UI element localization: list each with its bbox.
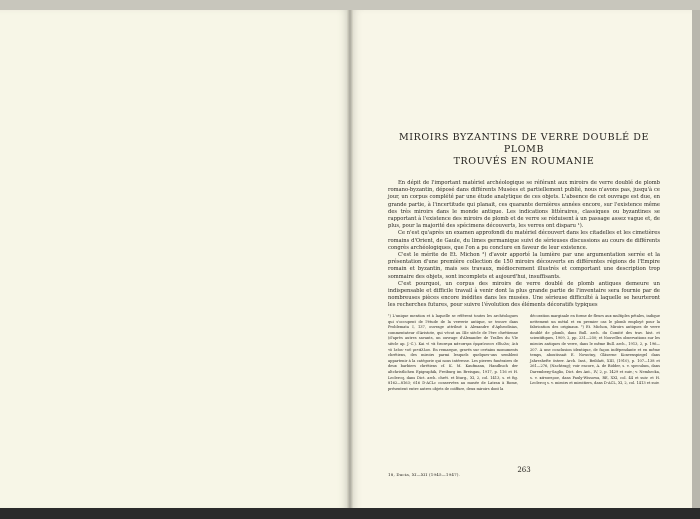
running-footer: 18, Dacia, XI—XII (1945—1947). [388,472,461,477]
left-page-blank [0,10,350,510]
right-page [350,10,692,514]
paragraph-1: En dépit de l'important matériel archéologique se référant aux miroirs de verre doublé de plomb romano-byzantin, déposé dans différents Musées et partiellement publié, nous n'avons pas, jusqu'à ce jour, un corpus complété par une étude analytique de ces objets. L'absence de cet ouvrage est due, en grande partie, à l'incertitude qui planait, ces quarante dernières années encore, sur l'existence même des très miroirs dans le monde antique. Les indications littéraires, classiques ou byzantines se rapportant à l'existence des miroirs de plomb et de verre se réduisent à un passage assez vague et, de plus, pour la majorité des spécimens découverts, les verres ont disparu ¹). [388,180,660,230]
paragraph-3: C'est le mérite de Et. Michon ²) d'avoir apporté la lumière par une argumentation serrée et la présentation d'une première collection de 150 miroirs découverts en différentes régions de l'Empire romain et byzantin, mais ses travaux, médiocrement illustrés et comportant une description trop sommaire des objets, sont incomplets et aujourd'hui, insuffisants. [388,252,660,280]
page-number: 263 [517,466,531,474]
page-content [388,132,660,477]
paragraph-4: C'est pourquoi, un corpus des miroirs de verre doublé de plomb antiques demeure un indispensable et difficile travail à venir dont la plus grande partie de l'inventaire sera fournie par de nombreuses pièces encore inédites dans les musées. Une sérieuse difficulté à laquelle se heurteront les recherches futures, pour suivre l'évolution des éléments décoratifs typiques [388,280,660,309]
bottom-edge [0,508,700,519]
footnote-left: ¹) L'unique mention et à laquelle se réfèrent toutes les archéologues qui s'occupent de l'étude de la verrerie antique, se trouve dans Problemata I, 137, ouvrage attribué à Alexandre d'Aphrodisias, commentateur d'Aristote, qui vécut au IIIe siècle de l'ère chrétienne (d'après autres savants, un ouvrage d'Alexandre de Tralles du VIe siècle ap. J.-C.). Kai τί τὰ ἔσοπτρα κάτοπτρα ἐμφαίνουσι εἴδωλα; Διὰ τὸ λεῖον τοῦ μετάλλου. En remarque, gravés sur certains monuments chrétiens, des miroirs parmi lesquels quelques-uns semblent appartenir à la catégorie qui nous intéresse. Les pierres funéraires de deux barbiers chrétiens cf. K. M. Kaufmann, Handbuch der altchristlichen Epigraphik, Freiburg im Breisgau, 1917, p. 116 et H. Leclercq, dans Dict. arch. chrét. et liturg., XI, 2, col. 1413, s. et fig. 8162—8163; 616 D-ACLc conservées au musée de Latran à Rome, présentent entre autres objets de coiffure, deux miroirs dont la [388,314,518,391]
footnote-right: décoration marginale en forme de fleurs aux multiples pétales, indique nettement un métal et en premier cas le plomb employé pour la fabrication des originaux. ²) Et. Michon, Miroirs antiques de verre doublé de plomb, dans Bull. arch. du Comité des trav. hist. et scientifiques, 1909, 2, pp. 231—250; et Nouvelles observations sur les miroirs antiques de verre, dans le même Bull. arch., 1913, 2, p. 196—207. A une conclusion identique, de façon indépendante et en même temps, aboutissait E. Nowotny, Gläserne Konvexspiegel dans Jahreshefte österr. Arch. Inst., Beiblatt, XIII, (1910), p. 107—138 et 261—276, (Nachtrag); voir encore, A. de Ridder, s. v. speculum, dans Daremberg-Saglio, Dict. des Ant., IV, 2, p. 1429 et suiv.; v. Nemhecka, s. v. κάτοπτρον, dans Pauly-Wissowa, RE, XXI, col. 44 et suiv. et H. Leclercq s. v. miroirs et miroitiers, dans D-ACL, XI, 2, col. 1413 et suiv. [530,314,660,386]
top-edge [0,0,700,10]
footnotes [388,314,660,392]
title-line-1: MIROIRS BYZANTINS DE VERRE DOUBLÉ DE PLOMB [398,132,650,155]
paragraph-2: Ce n'est qu'après un examen approfondi du matériel découvert dans les citadelles et les cimetières romains d'Orient, de Gaule, du limes germanique suivi de sérieuses discussions au cours de différents congrès archéologiques, que l'on a pu conclure en faveur de leur existence. [388,230,660,251]
title-line-2: TROUVÉS EN ROUMANIE [453,156,595,167]
article-title [388,132,660,168]
book-gutter [347,10,353,514]
